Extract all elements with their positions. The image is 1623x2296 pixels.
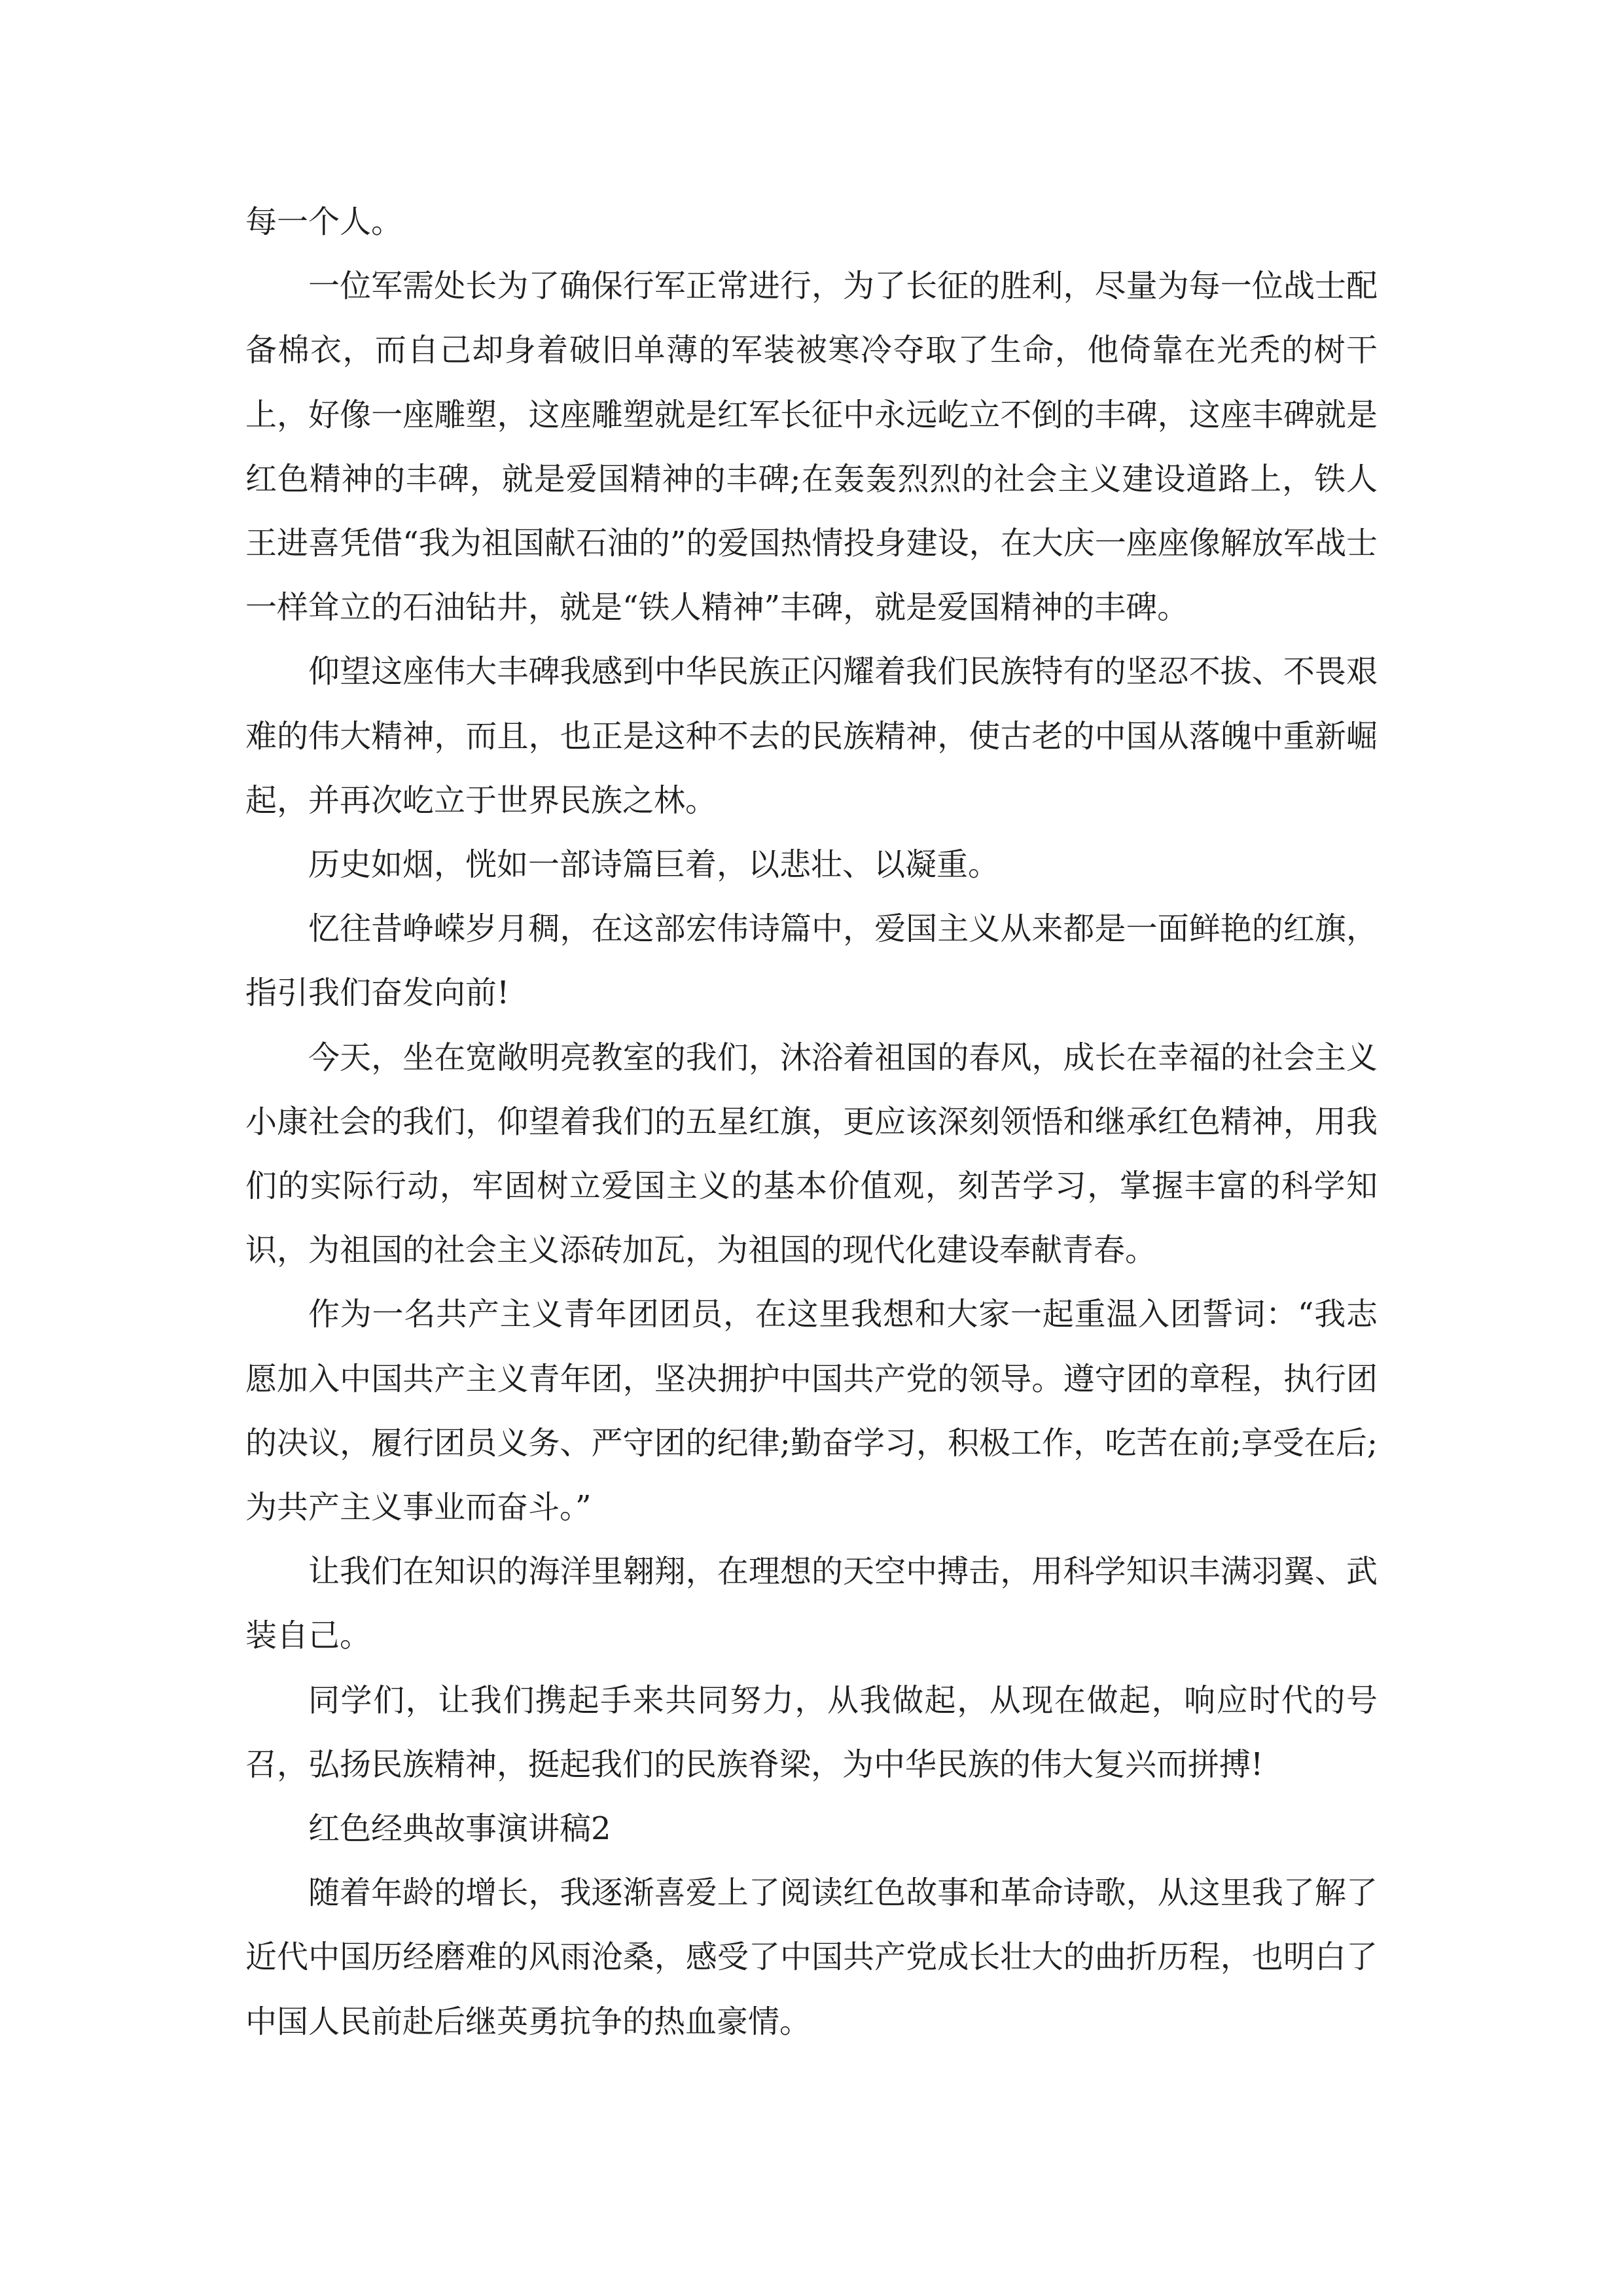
document-body: [245, 190, 1378, 2054]
section-heading: 红色经典故事演讲稿2: [308, 1810, 611, 1848]
paragraph-continuation: 每一个人。: [245, 204, 403, 240]
paragraph-reading: 随着年龄的增长，我逐渐喜爱上了阅读红色故事和革命诗歌，从这里我了解了近代中国历经磨难的风雨沧桑，感受了中国共产党成长壮大的曲折历程，也明白了中国人民前赴后继英勇抗争的热血豪情。: [245, 1874, 1378, 2040]
paragraph-classmates: 同学们，让我们携起手来共同努力，从我做起，从现在做起，响应时代的号召，弘扬民族精神，挺起我们的民族脊梁，为中华民族的伟大复兴而拼搏!: [245, 1681, 1378, 1783]
paragraph-history: 历史如烟，恍如一部诗篇巨着，以悲壮、以凝重。: [308, 846, 1000, 884]
paragraph-knowledge: 让我们在知识的海洋里翱翔，在理想的天空中搏击，用科学知识丰满羽翼、武装自己。: [245, 1553, 1378, 1655]
paragraph-patriotism-flag: 忆往昔峥嵘岁月稠，在这部宏伟诗篇中，爱国主义从来都是一面鲜艳的红旗，指引我们奋发向前!: [245, 910, 1378, 1012]
paragraph-quartermaster: 一位军需处长为了确保行军正常进行，为了长征的胜利，尽量为每一位战士配备棉衣，而自己却身着破旧单薄的军装被寒冷夺取了生命，他倚靠在光秃的树干上，好像一座雕塑，这座雕塑就是红军长征中永远屹立不倒的丰碑，这座丰碑就是红色精神的丰碑，就是爱国精神的丰碑;在轰轰烈烈的社会主义建设道路上，铁人王进喜凭借“我为祖国献石油的”的爱国热情投身建设，在大庆一座座像解放军战士一样耸立的石油钻井，就是“铁人精神”丰碑，就是爱国精神的丰碑。: [245, 268, 1378, 626]
paragraph-national-spirit: 仰望这座伟大丰碑我感到中华民族正闪耀着我们民族特有的坚忍不拔、不畏艰难的伟大精神，而且，也正是这种不去的民族精神，使古老的中国从落魄中重新崛起，并再次屹立于世界民族之林。: [245, 653, 1378, 819]
paragraph-today: 今天，坐在宽敞明亮教室的我们，沐浴着祖国的春风，成长在幸福的社会主义小康社会的我们，仰望着我们的五星红旗，更应该深刻领悟和继承红色精神，用我们的实际行动，牢固树立爱国主义的基本价值观，刻苦学习，掌握丰富的科学知识，为祖国的社会主义添砖加瓦，为祖国的现代化建设奉献青春。: [245, 1039, 1378, 1269]
paragraph-league-oath: 作为一名共产主义青年团团员，在这里我想和大家一起重温入团誓词：“我志愿加入中国共产主义青年团，坚决拥护中国共产党的领导。遵守团的章程，执行团的决议，履行团员义务、严守团的纪律;勤奋学习，积极工作，吃苦在前;享受在后;为共产主义事业而奋斗。”: [245, 1296, 1378, 1526]
